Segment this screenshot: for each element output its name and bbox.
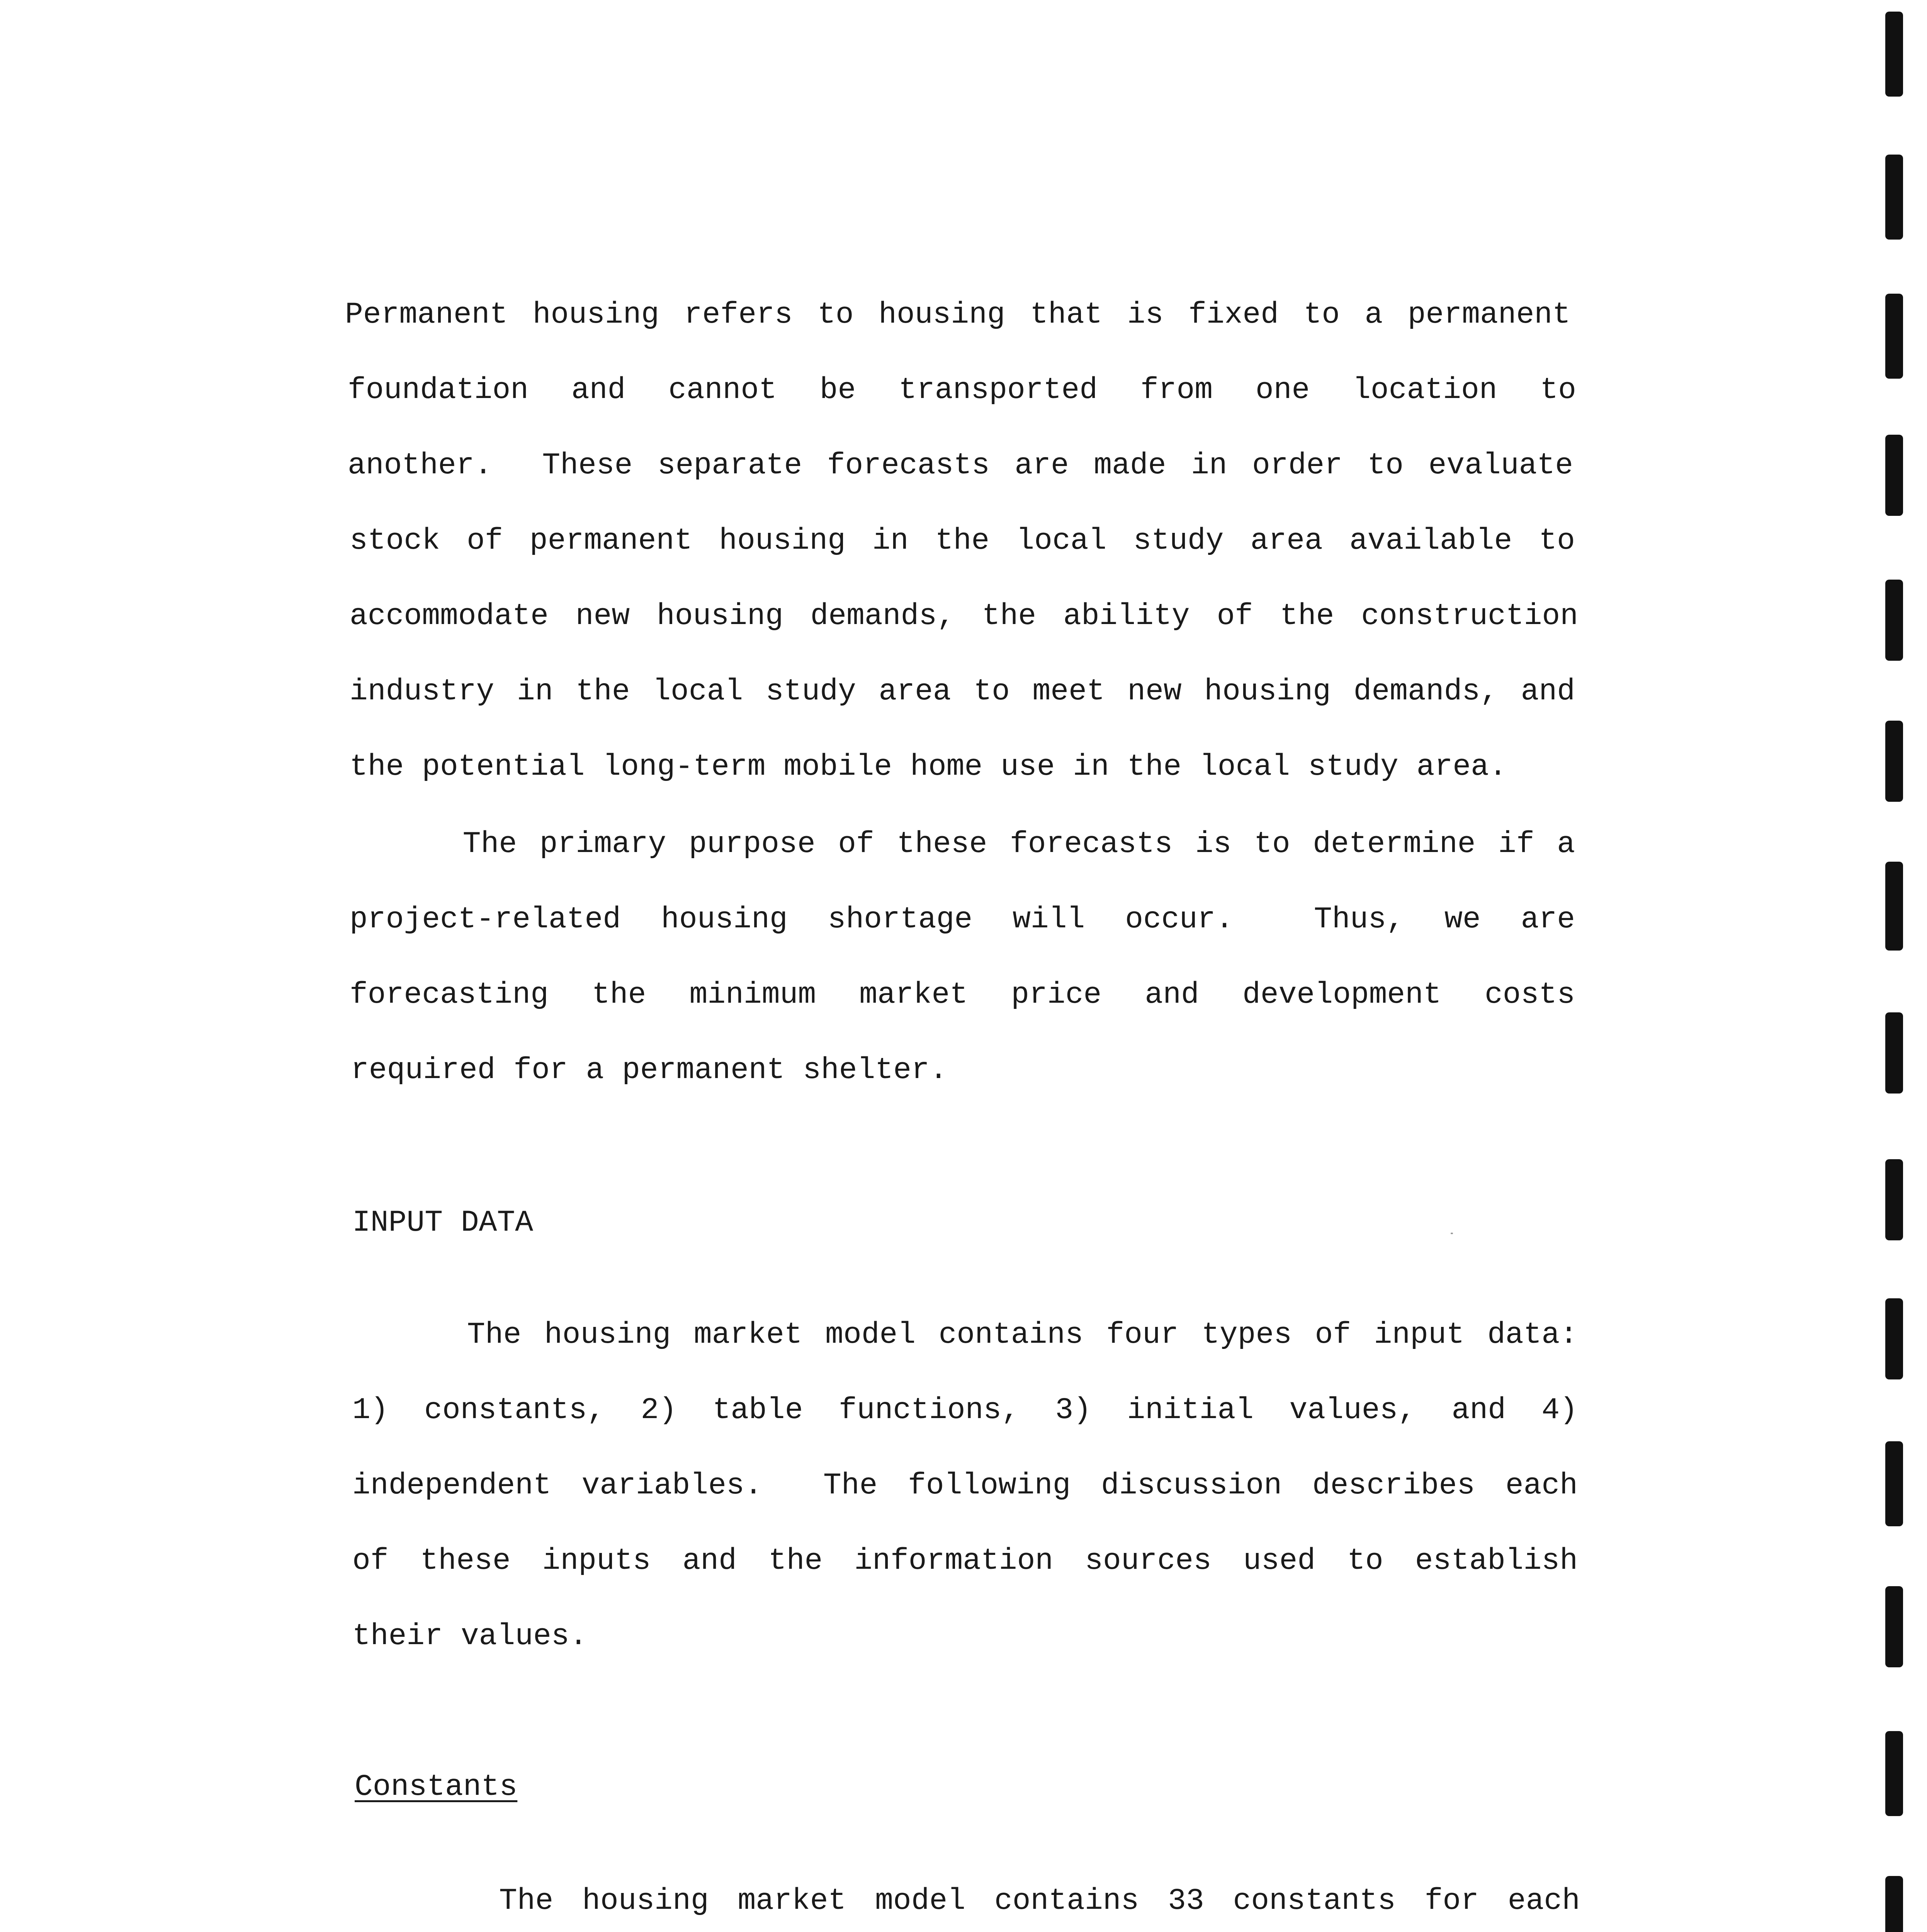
subsection-heading: Constants [355, 1770, 518, 1804]
binding-hole-mark [1885, 294, 1903, 379]
binding-hole-mark [1885, 721, 1903, 802]
paragraph-3-line-1: The housing market model contains four types of input data: [352, 1318, 1578, 1352]
paragraph-1-line-4: stock of permanent housing in the local study area available to [350, 524, 1575, 558]
binding-hole-mark [1885, 12, 1903, 97]
binding-hole-mark [1885, 1012, 1903, 1094]
binding-hole-mark [1885, 155, 1903, 240]
paragraph-1-line-3: another. These separate forecasts are made in order to evaluate [348, 449, 1573, 483]
binding-hole-mark [1885, 435, 1903, 516]
paragraph-1-line-5: accommodate new housing demands, the ability of the construction [350, 599, 1578, 633]
paragraph-1-line-2: foundation and cannot be transported from one location to [348, 373, 1576, 407]
paragraph-2-line-2: project-related housing shortage will occur. Thus, we are [350, 903, 1575, 937]
paragraph-3-line-3: independent variables. The following discussion describes each [352, 1469, 1578, 1503]
section-heading: INPUT DATA [352, 1206, 534, 1240]
binding-hole-mark [1885, 1159, 1903, 1240]
binding-hole-mark [1885, 862, 1903, 951]
paragraph-3-line-5: their values. [352, 1619, 588, 1653]
paragraph-1-line-6: industry in the local study area to meet new housing demands, and [350, 675, 1575, 709]
paragraph-4-line-1: The housing market model contains 33 constants for each [355, 1884, 1580, 1918]
scan-speck [1451, 1233, 1453, 1234]
paragraph-3-line-4: of these inputs and the information sources used to establish [352, 1544, 1578, 1578]
paragraph-2-line-3: forecasting the minimum market price and development costs [350, 978, 1575, 1012]
paragraph-2-line-4: required for a permanent shelter. [351, 1053, 948, 1087]
paragraph-2-line-1: The primary purpose of these forecasts is to determine if a [350, 827, 1575, 861]
paragraph-1-line-7: the potential long-term mobile home use in the local study area. [350, 750, 1507, 784]
paragraph-1-line-1: Permanent housing refers to housing that is fixed to a permanent [345, 298, 1570, 332]
binding-hole-mark [1885, 1586, 1903, 1667]
binding-hole-mark [1885, 580, 1903, 661]
binding-hole-mark [1885, 1298, 1903, 1379]
binding-hole-mark [1885, 1731, 1903, 1816]
binding-hole-mark [1885, 1876, 1903, 1932]
binding-hole-mark [1885, 1441, 1903, 1526]
paragraph-3-line-2: 1) constants, 2) table functions, 3) initial values, and 4) [352, 1393, 1578, 1427]
